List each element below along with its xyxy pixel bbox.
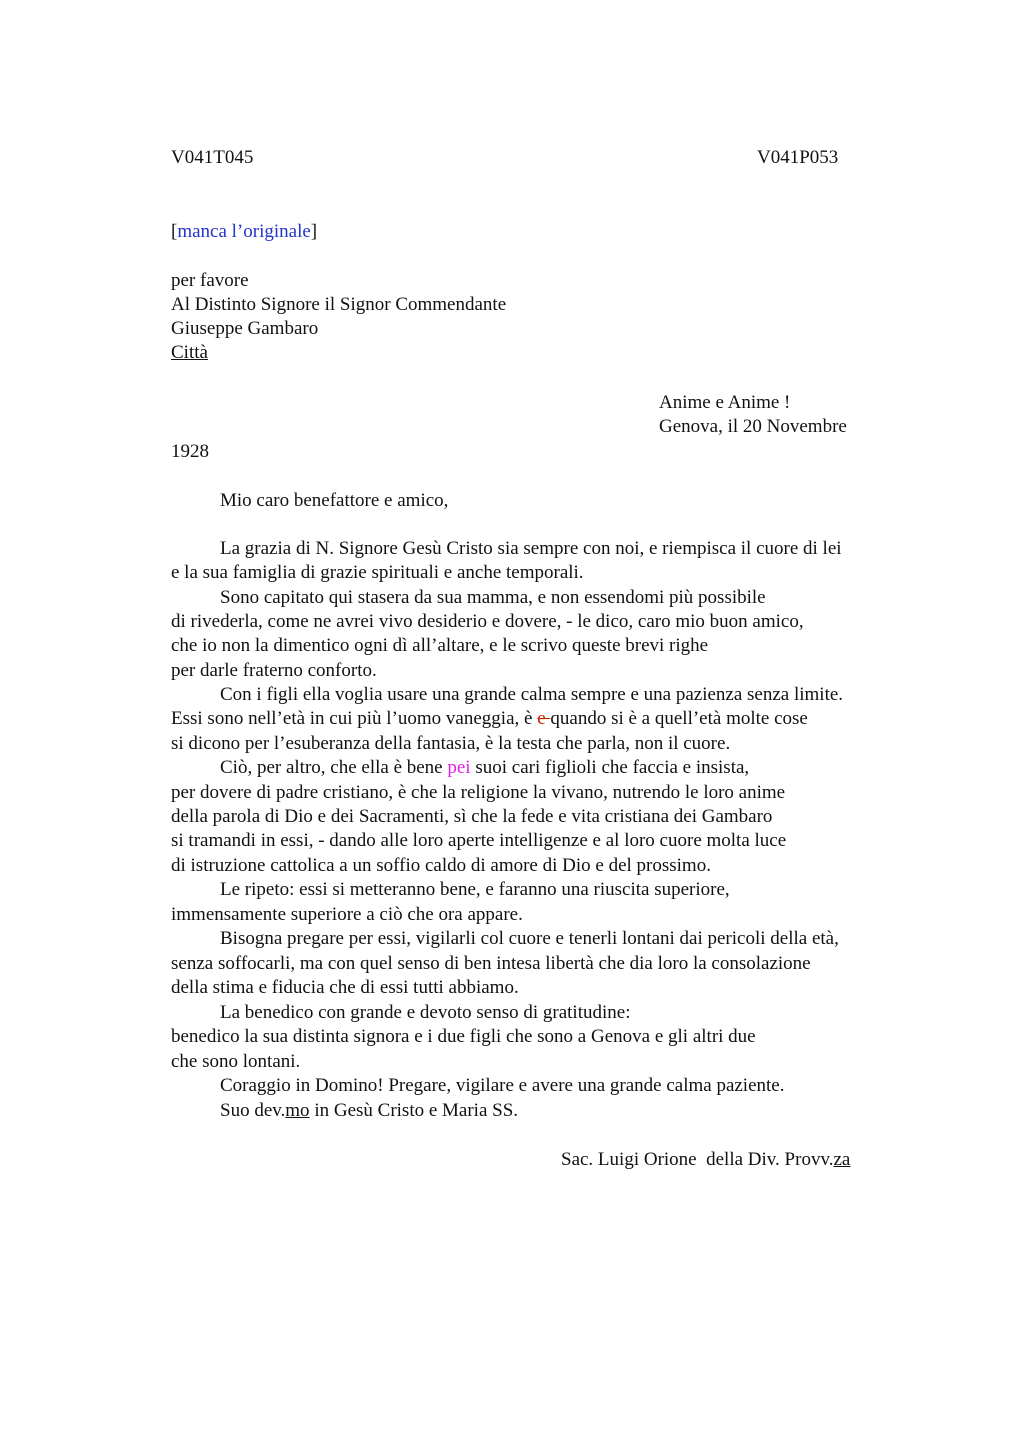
body-text: quando si è a quell’età molte cose <box>550 708 808 729</box>
editorial-note-text: manca l’originale <box>177 221 311 242</box>
body-line: si tramandi in essi, - dando alle loro aperte intelligenze e al loro cuore molta luce <box>171 830 787 851</box>
signature-suffix: za <box>833 1149 851 1170</box>
body-line: Sono capitato qui stasera da sua mamma, e non essendomi più possibile <box>220 587 766 608</box>
struck-word: e <box>537 708 551 729</box>
editorial-note <box>171 220 317 244</box>
document-code-left: V041T045 <box>171 147 254 168</box>
salutation: Mio caro benefattore e amico, <box>220 490 449 511</box>
body-line: che io non la dimentico ogni dì all’altare, e le scrivo queste brevi righe <box>171 635 709 656</box>
body-line: per darle fraterno conforto. <box>171 660 377 681</box>
body-text: Suo dev. <box>220 1100 286 1121</box>
highlighted-word: pei <box>447 757 471 778</box>
address-line-1: per favore <box>171 270 249 291</box>
body-line: Bisogna pregare per essi, vigilarli col cuore e tenerli lontani dai pericoli della età, <box>220 928 839 949</box>
body-line: immensamente superiore a ciò che ora appare. <box>171 904 523 925</box>
date-year: 1928 <box>171 441 209 462</box>
body-line: per dovere di padre cristiano, è che la religione la vivano, nutrendo le loro anime <box>171 782 786 803</box>
body-line: della stima e fiducia che di essi tutti abbiamo. <box>171 977 519 998</box>
bracket-open: [ <box>171 221 178 242</box>
address-city: Città <box>171 342 208 363</box>
body-line: si dicono per l’esuberanza della fantasia, è la testa che parla, non il cuore. <box>171 733 731 754</box>
body-text: Ciò, per altro, che ella è bene <box>220 757 448 778</box>
signature-text: Sac. Luigi Orione della Div. Provv. <box>561 1149 834 1170</box>
abbreviation-suffix: mo <box>285 1100 310 1121</box>
body-text: in Gesù Cristo e Maria SS. <box>309 1100 519 1121</box>
motto: Anime e Anime ! <box>659 392 791 413</box>
body-line: che sono lontani. <box>171 1051 301 1072</box>
body-line: La grazia di N. Signore Gesù Cristo sia sempre con noi, e riempisca il cuore di lei <box>220 538 842 559</box>
body-line: di rivederla, come ne avrei vivo desiderio e dovere, - le dico, caro mio buon amico, <box>171 611 804 632</box>
body-line: Con i figli ella voglia usare una grande calma sempre e una pazienza senza limite. <box>220 684 844 705</box>
body-line: e la sua famiglia di grazie spirituali e anche temporali. <box>171 562 584 583</box>
body-line: senza soffocarli, ma con quel senso di ben intesa libertà che dia loro la consolazione <box>171 953 811 974</box>
body-line: della parola di Dio e dei Sacramenti, sì che la fede e vita cristiana dei Gambaro <box>171 806 773 827</box>
body-line: Le ripeto: essi si metteranno bene, e faranno una riuscita superiore, <box>220 879 730 900</box>
signature <box>561 1148 850 1172</box>
body-text: Essi sono nell’età in cui più l’uomo vaneggia, è <box>171 708 538 729</box>
body-line: Coraggio in Domino! Pregare, vigilare e avere una grande calma paziente. <box>220 1075 785 1096</box>
address-line-3: Giuseppe Gambaro <box>171 318 319 339</box>
body-line <box>171 707 808 731</box>
bracket-close: ] <box>310 221 318 242</box>
body-line: di istruzione cattolica a un soffio caldo di amore di Dio e del prossimo. <box>171 855 711 876</box>
closing-line <box>220 1099 518 1123</box>
place-date: Genova, il 20 Novembre <box>659 416 847 437</box>
address-line-2: Al Distinto Signore il Signor Commendante <box>171 294 507 315</box>
body-line <box>220 756 749 780</box>
document-code-right: V041P053 <box>757 147 839 168</box>
body-line: benedico la sua distinta signora e i due figli che sono a Genova e gli altri due <box>171 1026 756 1047</box>
body-text: suoi cari figlioli che faccia e insista, <box>470 757 750 778</box>
body-line: La benedico con grande e devoto senso di gratitudine: <box>220 1002 631 1023</box>
